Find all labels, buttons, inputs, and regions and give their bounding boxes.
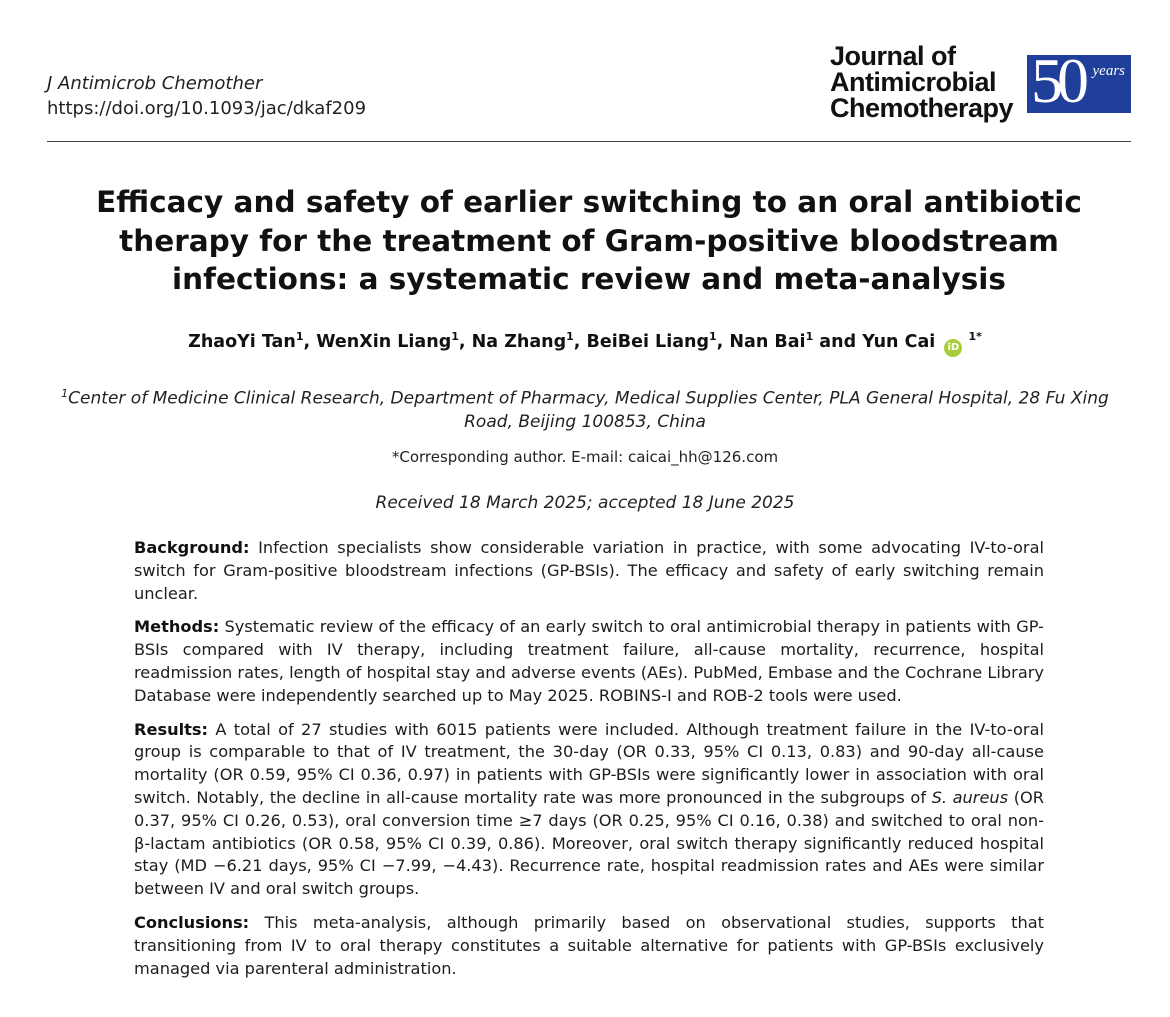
affiliation-mark: 1: [61, 387, 69, 400]
section-text: (OR 0.37, 95% CI 0.26, 0.53), oral conversion time ≥7 days (OR 0.25, 95% CI 0.16, 0.38) and switched to oral non-β-lactam antibiotics (OR 0.58, 95% CI 0.39, 0.86). Moreover, oral switch therapy significantly reduced hospital stay (MD −6.21 days, 95% CI −7.99, −4.43). Recurrence rate, hospital readmission rates and AEs were similar between IV and oral switch groups.: [134, 787, 1044, 899]
anniversary-number: 50: [1031, 55, 1083, 113]
author: WenXin Liang: [316, 331, 452, 352]
section-text: This meta-analysis, although primarily based on observational studies, supports that transitioning from IV to oral therapy constitutes a suitable alternative for patients with GP-BSIs exclusively managed via parenteral administration.: [134, 912, 1044, 978]
anniversary-badge: [1027, 55, 1131, 113]
author-separator: ,: [573, 331, 587, 352]
header-divider: [47, 141, 1131, 142]
author: Nan Bai: [729, 331, 806, 352]
corresponding-author: *Corresponding author. E-mail: caicai_hh@126.com: [391, 448, 779, 466]
section-text: Infection specialists show considerable variation in practice, with some advocating IV-to-oral switch for Gram-positive bloodstream infections (GP-BSIs). The efficacy and safety of early switching remain unclear.: [134, 538, 1044, 603]
abstract-conclusions: [134, 912, 1044, 980]
author-affiliation-mark: 1*: [968, 330, 982, 343]
section-text: Systematic review of the efficacy of an early switch to oral antimicrobial therapy in patients with GP-BSIs compared with IV therapy, including treatment failure, all-cause mortality, recurrence, hospital readmission rates, length of hospital stay and adverse events (AEs). PubMed, Embase and the Cochrane Library Database were independently searched up to May 2025. ROBINS-I and ROB-2 tools were used.: [134, 617, 1044, 705]
author-affiliation-mark: 1: [451, 330, 459, 343]
section-text: A total of 27 studies with 6015 patients were included. Although treatment failure in the IV-to-oral group is comparable to that of IV treatment, the 30-day (OR 0.33, 95% CI 0.13, 0.83) and 90-day all-cause mortality (OR 0.59, 95% CI 0.36, 0.97) in patients with GP-BSIs were significantly lower in association with oral switch. Notably, the decline in all-cause mortality rate was more pronounced in the subgroups of: [134, 719, 1044, 807]
author: ZhaoYi Tan: [188, 331, 296, 352]
author-affiliation-mark: 1: [805, 330, 814, 343]
abstract-background: [134, 537, 1044, 605]
abstract-methods: [134, 616, 1044, 707]
affiliation: [50, 382, 1120, 434]
section-label: Results:: [134, 719, 208, 739]
article-title: Efficacy and safety of earlier switching to an oral antibiotic therapy for the treatment of Gram-positive bloodstream infections: a systematic review and meta-analysis: [96, 185, 1082, 296]
section-label: Background:: [134, 538, 250, 557]
anniversary-text: years: [1092, 63, 1125, 79]
author-affiliation-mark: 1: [709, 330, 717, 343]
doi-link[interactable]: https://doi.org/10.1093/jac/dkaf209: [47, 98, 367, 119]
journal-name-line: Journal of: [829, 41, 956, 71]
orcid-icon[interactable]: iD: [944, 339, 962, 357]
species-name: S. aureus: [931, 787, 1009, 807]
abstract-results: [134, 719, 1044, 901]
author-separator: and: [813, 331, 863, 352]
author-affiliation-mark: 1: [295, 330, 304, 343]
author-affiliation-mark: 1: [566, 330, 574, 343]
section-label: Methods:: [134, 617, 220, 637]
journal-name-line: Antimicrobial: [829, 67, 996, 97]
author: BeiBei Liang: [586, 331, 709, 352]
author-separator: ,: [716, 331, 730, 352]
author-list: [40, 330, 1130, 357]
journal-name: [830, 43, 1013, 121]
journal-reference: [47, 71, 366, 121]
author: Na Zhang: [471, 331, 567, 352]
author-separator: ,: [303, 331, 317, 352]
journal-abbreviation: J Antimicrob Chemother: [47, 73, 263, 94]
section-label: Conclusions:: [134, 912, 250, 932]
affiliation-text: Center of Medicine Clinical Research, Department of Pharmacy, Medical Supplies Center, PLA General Hospital, 28 Fu Xing Road, Beijing 100853, China: [68, 388, 1109, 432]
journal-logo: [830, 42, 1131, 126]
author-separator: ,: [458, 331, 472, 352]
journal-name-line: Chemotherapy: [829, 93, 1013, 123]
author: Yun Cai: [862, 331, 936, 352]
received-dates: Received 18 March 2025; accepted 18 June 2025: [375, 493, 795, 513]
abstract: [134, 537, 1044, 991]
